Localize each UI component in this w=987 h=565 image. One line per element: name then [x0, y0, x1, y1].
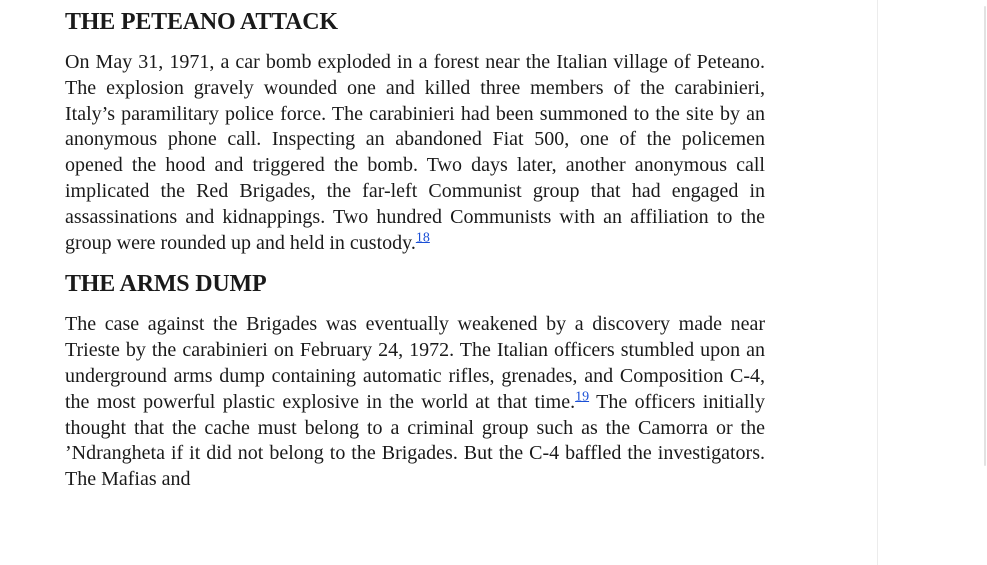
paragraph-arms-dump [65, 312, 765, 493]
footnote-link-18[interactable]: 18 [415, 229, 430, 245]
panel-divider [877, 0, 878, 565]
paragraph-text: On May 31, 1971, a car bomb exploded in a forest near the Italian village of Peteano. The explosion gravely wounded one and killed three members of the carabinieri, Italy’s paramilitary police force. The carabinieri had been summoned to the site by an anonymous phone call. Inspecting an abandoned Fiat 500, one of the policemen opened the hood and triggered the bomb. Two days later, another anonymous call implicated the Red Brigades, the far-left Communist group that had engaged in assassinations and kidnappings. Two hundred Communists with an affiliation to the group were rounded up and held in custody. [65, 51, 765, 254]
paragraph-text-part-2: The officers initially thought that the cache must belong to a criminal group such as the Camorra or the ’Ndrangheta if it did not belong to the Brigades. But the C-4 baffled the investigators. The Mafias and [65, 390, 765, 491]
page-content [65, 0, 765, 493]
paragraph-peteano-attack [65, 50, 765, 256]
paragraph-text-part-1: The case against the Brigades was eventually weakened by a discovery made near Trieste by the carabinieri on February 24, 1972. The Italian officers stumbled upon an underground arms dump containing automatic rifles, grenades, and Composition C-4, the most powerful plastic explosive in the world at that time. [65, 313, 765, 413]
scrollbar-thumb[interactable] [984, 6, 986, 466]
section-heading-arms-dump: THE ARMS DUMP [65, 271, 267, 298]
footnote-link-19[interactable]: 19 [575, 389, 590, 405]
section-heading-peteano-attack: THE PETEANO ATTACK [65, 9, 338, 35]
